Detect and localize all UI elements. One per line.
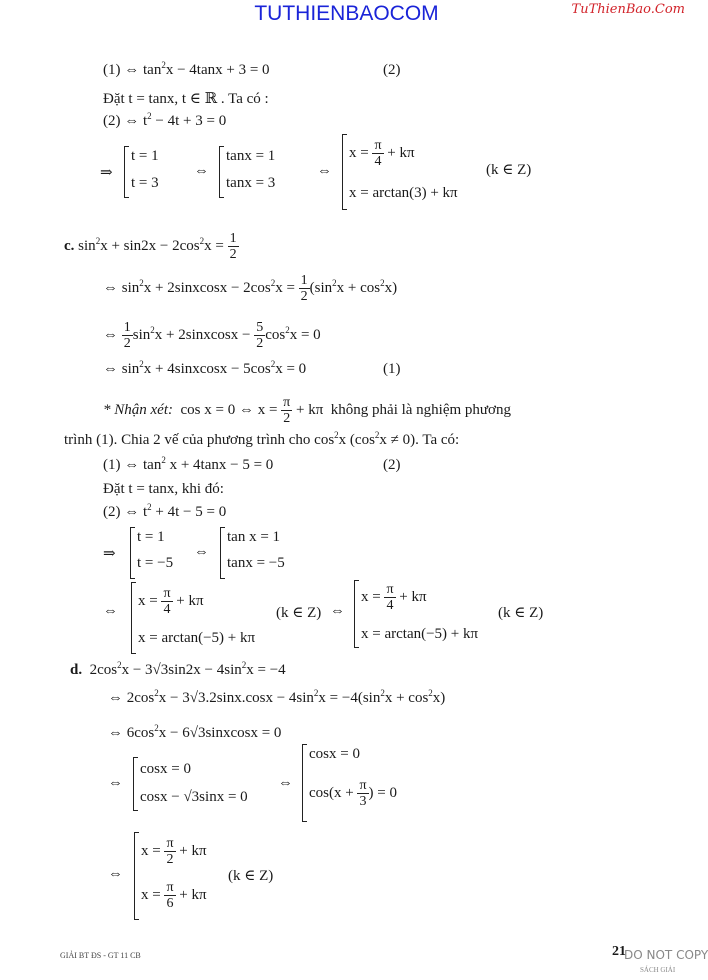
eq-line: (1) ⇔ $\tan^2 x + 4\tan x - 5 = 0$ [103, 455, 274, 473]
eq-tag: (k ∈ Z) [498, 605, 544, 621]
system-bracket [302, 744, 307, 822]
site-title[interactable]: TUTHIENBAOCOM [254, 2, 439, 25]
eq-line: t = −5 [137, 555, 174, 571]
system-bracket [220, 527, 225, 579]
eq-tag: (k ∈ Z) [486, 162, 532, 178]
eq-line: ⇔ $6\cos^2x$ − 6√3sinxcosx = 0 [108, 723, 282, 741]
eq-line: ⇔ $\frac{1}{2}$ $\sin^2x$ + 2sinxcosx − $\frac{5}{2}$ $\cos^2x = 0$ [103, 320, 321, 351]
page-number: 21 [612, 944, 626, 959]
equiv-arrow: ⇔ [103, 603, 118, 619]
watermark: DO NOT COPY [624, 948, 708, 962]
eq-line: (1) ⇔ $\tan^2x - 4\tan x + 3 = 0$ [103, 60, 270, 78]
eq-tag: (2) [383, 457, 401, 473]
site-logo: TuThienBao.Com [571, 2, 685, 17]
part-d: d. $2\cos^2x - 3√3\sin 2x - 4\sin^2x = -4$ [70, 660, 286, 678]
eq-line: t = 1 [137, 529, 165, 545]
equiv-arrow: ⇔ [108, 866, 123, 882]
text-line: Đặt t = tanx, khi đó: [103, 481, 224, 497]
system-bracket [130, 527, 135, 579]
system-bracket [354, 580, 359, 648]
equiv-arrow: ⇔ [330, 603, 345, 619]
eq-line: t = 1 [131, 148, 159, 164]
eq-line: ⇔ $2\cos^2x - 3√3.2\sin x.\cos x - 4\sin^2x = -4(\sin^2x + \cos^2x)$ [108, 688, 446, 706]
part-c: c. $\sin^2x + \sin 2x - 2\cos^2x$ = $\frac{1}{2}$ [64, 231, 237, 262]
eq-line: x = $\frac{\pi}{6}$ + kπ [141, 880, 207, 911]
equiv-arrow: ⇔ [317, 163, 332, 179]
eq-line: tanx = 1 [226, 148, 276, 164]
eq-line: x = $\frac{\pi}{4}$ + kπ [138, 586, 204, 617]
system-bracket [134, 832, 139, 920]
system-bracket [124, 146, 129, 198]
system-bracket [219, 146, 224, 198]
note-line: * Nhận xét: cos x = 0 ⇔ x = $\frac{\pi}{2}$ + kπ không phải là nghiệm phương [103, 395, 511, 426]
equiv-arrow: ⇔ [194, 544, 209, 560]
eq-line: cosx − √3sinx = 0 [140, 789, 248, 805]
eq-line: tan x = 1 [227, 529, 281, 545]
system-bracket [131, 582, 136, 654]
equiv-arrow: ⇔ [278, 775, 293, 791]
eq-line: ⇔ $\sin^2x$ + 4sinxcosx − $5\cos^2x = 0$ [103, 359, 307, 377]
eq-line: x = arctan(−5) + kπ [361, 626, 479, 642]
eq-line: x = $\frac{\pi}{4}$ + kπ [349, 138, 415, 169]
system-bracket [342, 134, 347, 210]
eq-line: tanx = 3 [226, 175, 276, 191]
footer-book-title: GIẢI BT ĐS - GT 11 CB [60, 951, 141, 960]
text-line: trình (1). Chia 2 vế của phương trình cho $\cos^2x$ $(\cos^2x \ne 0)$. Ta có: [64, 430, 460, 448]
equiv-arrow: ⇔ [108, 775, 123, 791]
equiv-arrow: ⇒ [100, 165, 113, 181]
note-tail: không phải là nghiệm phương [330, 401, 511, 418]
note-label: * Nhận xét: [103, 401, 173, 418]
eq-line: (2) ⇔ $t^2 - 4t + 3 = 0$ [103, 111, 227, 129]
eq-line: ⇔ $\sin^2x$ + 2sinxcosx − $2\cos^2x$ = $\frac{1}{2}$ $(\sin^2x + \cos^2x)$ [103, 273, 398, 304]
eq-tag: (k ∈ Z) [228, 868, 274, 884]
eq-line: (2) ⇔ $t^2 + 4t - 5 = 0$ [103, 502, 227, 520]
eq-tag: (2) [383, 62, 401, 78]
eq-line: x = $\frac{\pi}{2}$ + kπ [141, 836, 207, 867]
watermark-sub: SÁCH GIẢI [640, 966, 676, 974]
eq-tag: (k ∈ Z) [276, 605, 322, 621]
equiv-arrow: ⇒ [103, 546, 116, 562]
eq-line: t = 3 [131, 175, 159, 191]
eq-line: x = arctan(−5) + kπ [138, 630, 256, 646]
system-bracket [133, 757, 138, 811]
eq-line: x = arctan(3) + kπ [349, 185, 458, 201]
eq-tag: (1) [383, 361, 401, 377]
text-line: Đặt t = tanx, t ∈ ℝ . Ta có : [103, 91, 269, 107]
eq-line: cosx = 0 [140, 761, 191, 777]
eq-line: cosx = 0 [309, 746, 360, 762]
equiv-arrow: ⇔ [194, 163, 209, 179]
eq-line: x = $\frac{\pi}{4}$ + kπ [361, 582, 427, 613]
eq-line: cos(x + $\frac{\pi}{3}$ ) = 0 [309, 778, 397, 809]
eq-line: tanx = −5 [227, 555, 285, 571]
